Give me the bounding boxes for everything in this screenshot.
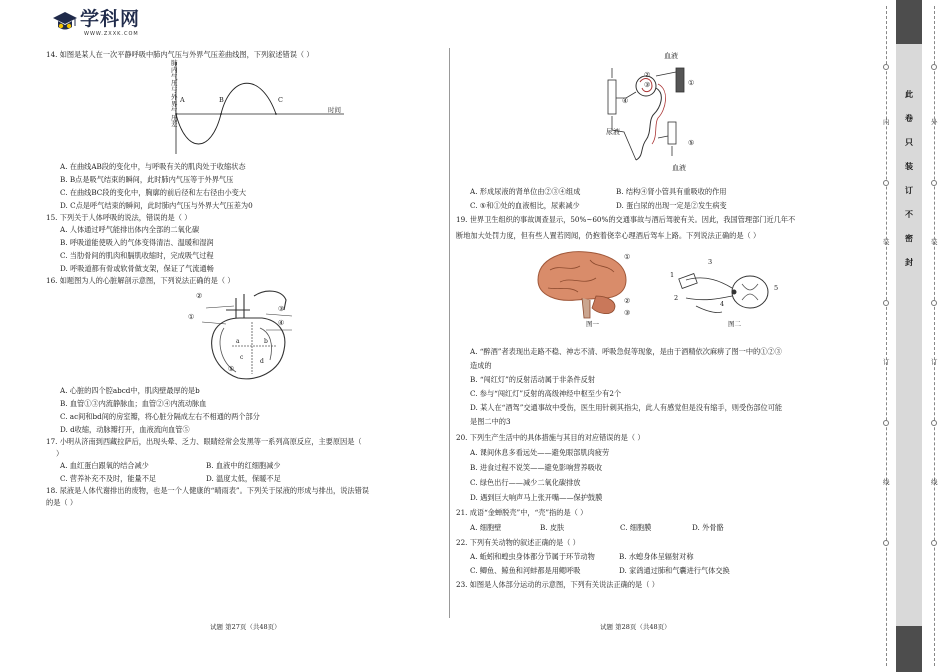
q16-option-c: C. ac间和bd间的房室瓣，将心脏分隔成左右不相通的两个部分	[60, 412, 260, 421]
q18-nephron-diagram	[596, 48, 706, 176]
q18-label-1: ①	[688, 78, 695, 87]
q19-fig1-caption: 图一	[586, 320, 599, 328]
outer-hole-3	[931, 300, 937, 306]
question-19-stem-line-2: 断地加大处罚力度，但有些人置若罔闻，仍抱着侥幸心理酒后驾车上路。下列说法正确的是（ ）	[456, 231, 761, 240]
q14-option-c: C. 在曲线BC段的变化中，胸廓的前后径和左右径由小变大	[60, 188, 247, 197]
q14-option-a: A. 在曲线AB段的变化中，与呼吸有关的肌肉处于收缩状态	[60, 162, 246, 171]
q19-fig2-label-4: 4	[720, 300, 725, 308]
q19-option-d: D. 某人在“酒驾”交通事故中受伤，医生用针刺其指尖，此人有感觉但是没有缩手，则受伤部位可能	[470, 403, 783, 412]
left-page-footer: 试题 第27页（共48页）	[210, 623, 281, 631]
q19-fig2-label-3: 3	[708, 258, 713, 266]
q18-blood-top-label: 血液	[664, 52, 678, 60]
strip-char-2: 卷	[905, 114, 913, 123]
q21-option-d: D. 外骨骼	[692, 523, 724, 532]
q16-label-b: b	[264, 338, 268, 345]
question-15-stem: 15. 下列关于人体呼吸的说法，错误的是（ ）	[46, 213, 192, 222]
q16-label-2: ②	[196, 291, 203, 300]
question-17-stem: 17. 小明从济南到西藏拉萨后，出现头晕、乏力、眼睛经常会发黑等一系列高原反应，主要原因是（	[46, 437, 362, 446]
q15-option-b: B. 呼吸道能使吸入的气体变得清洁、温暖和湿润	[60, 238, 214, 247]
question-21-stem: 21. 成语“金蝉脱壳”中，“壳”指的是（ ）	[456, 508, 588, 517]
q19-fig2-label-1: 1	[670, 271, 675, 279]
q19-option-d-cont: 是图二中的3	[470, 417, 511, 426]
inner-hole-1	[883, 64, 889, 70]
q20-option-d: D. 遇到巨大响声马上张开嘴——保护鼓膜	[470, 493, 603, 502]
question-23-stem: 23. 如图是人体部分运动的示意图，下列有关说法正确的是（ ）	[456, 580, 659, 589]
q16-heart-diagram	[196, 288, 306, 384]
logo-url: WWW.ZXXK.COM	[84, 31, 139, 37]
q21-option-b: B. 皮肤	[540, 523, 565, 532]
outer-char-1: 外	[931, 118, 938, 126]
q22-option-a: A. 蚯蚓和蝗虫身体都分节属于环节动物	[470, 552, 595, 561]
logo-text: 学科网	[80, 8, 141, 30]
outer-char-4: 线	[931, 478, 938, 486]
q19-fig1-label-1: ①	[624, 252, 631, 261]
question-18-stem: 18. 尿液是人体代谢排出的废物，也是一个人健康的“晴雨表”。下列关于尿液的形成与排出，说法错误	[46, 486, 369, 495]
q14-option-d: D. C点是呼气结束的瞬间，此时肺内气压与外界大气压差为0	[60, 201, 253, 210]
inner-char-2: 装	[883, 238, 890, 246]
q14-pressure-curve-figure	[166, 58, 351, 158]
q18-urine-label: 尿液	[606, 128, 620, 136]
q21-option-a: A. 细胞壁	[470, 523, 502, 532]
question-14-stem: 14. 如图是某人在一次平静呼吸中肺内气压与外界气压差曲线图，下列叙述错误（ ）	[46, 50, 314, 59]
outer-hole-5	[931, 540, 937, 546]
q18-label-5: ⑤	[688, 138, 695, 147]
question-19-stem-line-1: 19. 世界卫生组织的事故调查显示，50%~60%的交通事故与酒后驾驶有关。因此，我国管理部门近几年不	[456, 215, 796, 224]
question-16-stem: 16. 如题图为人的心脏解剖示意图，下列说法正确的是（ ）	[46, 276, 235, 285]
q19-fig1-label-2: ②	[624, 296, 631, 305]
q18-label-4: ④	[622, 96, 629, 105]
binding-strip-top	[896, 0, 922, 44]
q15-option-a: A. 人体通过呼气能排出体内全部的二氧化碳	[60, 225, 200, 234]
q16-option-a: A. 心脏的四个腔abcd中，肌肉壁最厚的是b	[60, 386, 200, 395]
inner-char-1: 内	[883, 118, 890, 126]
strip-char-5: 订	[905, 186, 913, 195]
q17-option-c: C. 营养补充不及时，能量不足	[60, 474, 157, 483]
binding-strip-bottom	[896, 626, 922, 672]
outer-hole-4	[931, 420, 937, 426]
q20-option-c: C. 绿色出行——减少二氧化碳排放	[470, 478, 581, 487]
outer-cut-line	[934, 6, 935, 666]
strip-char-8: 封	[905, 258, 913, 267]
q14-point-a: A	[180, 96, 185, 104]
question-20-stem: 20. 下列生产生活中的具体措施与其目的对应错误的是（ ）	[456, 433, 645, 442]
q15-option-c: C. 当肋骨间的肌肉和膈肌收缩时，完成吸气过程	[60, 251, 214, 260]
binding-strip	[896, 0, 922, 672]
q16-label-5: ⑤	[228, 364, 235, 373]
q19-fig2-caption: 图二	[728, 320, 741, 328]
q16-label-3: ③	[278, 304, 285, 313]
q21-option-c: C. 细胞膜	[620, 523, 652, 532]
q16-label-a: a	[236, 338, 240, 345]
inner-hole-2	[883, 180, 889, 186]
outer-char-3: 订	[931, 358, 938, 366]
q19-fig2-label-5: 5	[774, 284, 779, 292]
q15-option-d: D. 呼吸道都有骨或软骨做支架，保证了气流通畅	[60, 264, 214, 273]
inner-char-3: 订	[883, 358, 890, 366]
question-22-stem: 22. 下列有关动物的叙述正确的是（ ）	[456, 538, 580, 547]
q19-fig2-label-2: 2	[674, 294, 679, 302]
q16-label-4: ④	[278, 318, 285, 327]
strip-char-3: 只	[905, 138, 913, 147]
outer-hole-2	[931, 180, 937, 186]
question-18-stem-end: 的是（ ）	[46, 498, 78, 507]
q16-label-c: c	[240, 354, 244, 361]
q14-point-b: B	[219, 96, 224, 104]
q17-option-b: B. 血液中的红细胞减少	[206, 461, 281, 470]
q14-option-b: B. B点是吸气结束的瞬间，此时肺内气压等于外界气压	[60, 175, 234, 184]
strip-char-4: 装	[905, 162, 913, 171]
q14-x-axis-label: 时间	[328, 106, 341, 114]
q18-option-c: C. ⑤和①处的血液相比，尿素减少	[470, 201, 580, 210]
inner-cut-line	[886, 6, 887, 666]
inner-hole-4	[883, 420, 889, 426]
q18-label-2: ②	[644, 70, 651, 79]
q16-option-d: D. d收缩，动脉瓣打开，血液流向血管⑤	[60, 425, 190, 434]
q18-option-d: D. 蛋白尿的出现一定是②发生病变	[616, 201, 727, 210]
strip-char-7: 密	[905, 234, 913, 243]
graduation-cap-icon	[52, 10, 78, 34]
outer-hole-1	[931, 64, 937, 70]
q19-option-a-cont: 造成的	[470, 361, 492, 370]
outer-char-2: 装	[931, 238, 938, 246]
strip-char-1: 此	[905, 90, 913, 99]
q19-fig1-label-3: ③	[624, 308, 631, 317]
question-17-stem-end: ）	[56, 449, 64, 458]
q18-label-3: ③	[644, 80, 651, 89]
q19-reflex-arc-figure	[666, 262, 782, 324]
column-divider	[449, 48, 450, 618]
q19-option-b: B. “闯红灯”的反射活动属于非条件反射	[470, 375, 596, 384]
q16-label-d: d	[260, 358, 264, 365]
q19-option-c: C. 参与“闯红灯”反射的高级神经中枢至少有2个	[470, 389, 622, 398]
q16-label-1: ①	[188, 312, 195, 321]
inner-hole-5	[883, 540, 889, 546]
q19-option-a: A. “醉酒”者表现出走路不稳、神志不清、呼吸急促等现象，是由于酒精依次麻痹了图一中的①②③	[470, 347, 782, 356]
right-page-footer: 试题 第28页（共48页）	[600, 623, 671, 631]
q22-option-b: B. 水螅身体呈辐射对称	[619, 552, 694, 561]
strip-char-6: 不	[905, 210, 913, 219]
q22-option-c: C. 鲫鱼、鲸鱼和河蚌都是用鳃呼吸	[470, 566, 581, 575]
q17-option-a: A. 血红蛋白跟氧的结合减少	[60, 461, 149, 470]
q18-blood-bottom-label: 血液	[672, 164, 686, 172]
site-logo	[52, 8, 162, 40]
q18-option-b: B. 结构④肾小管具有重吸收的作用	[616, 187, 727, 196]
q14-y-axis-label: 肺内气压与外界气压差	[171, 59, 178, 129]
q18-option-a: A. 形成尿液的肾单位由②③④组成	[470, 187, 581, 196]
q16-option-b: B. 血管①③内流静脉血；血管②④内流动脉血	[60, 399, 207, 408]
q17-option-d: D. 温度太低，保暖不足	[206, 474, 281, 483]
q22-option-d: D. 家鸽通过肺和气囊进行气体交换	[619, 566, 730, 575]
inner-char-4: 线	[883, 478, 890, 486]
inner-hole-3	[883, 300, 889, 306]
q20-option-b: B. 进食过程不说笑——避免影响营养吸收	[470, 463, 603, 472]
q20-option-a: A. 课间休息多看远处——避免眼部肌肉疲劳	[470, 448, 610, 457]
q14-point-c: C	[278, 96, 283, 104]
